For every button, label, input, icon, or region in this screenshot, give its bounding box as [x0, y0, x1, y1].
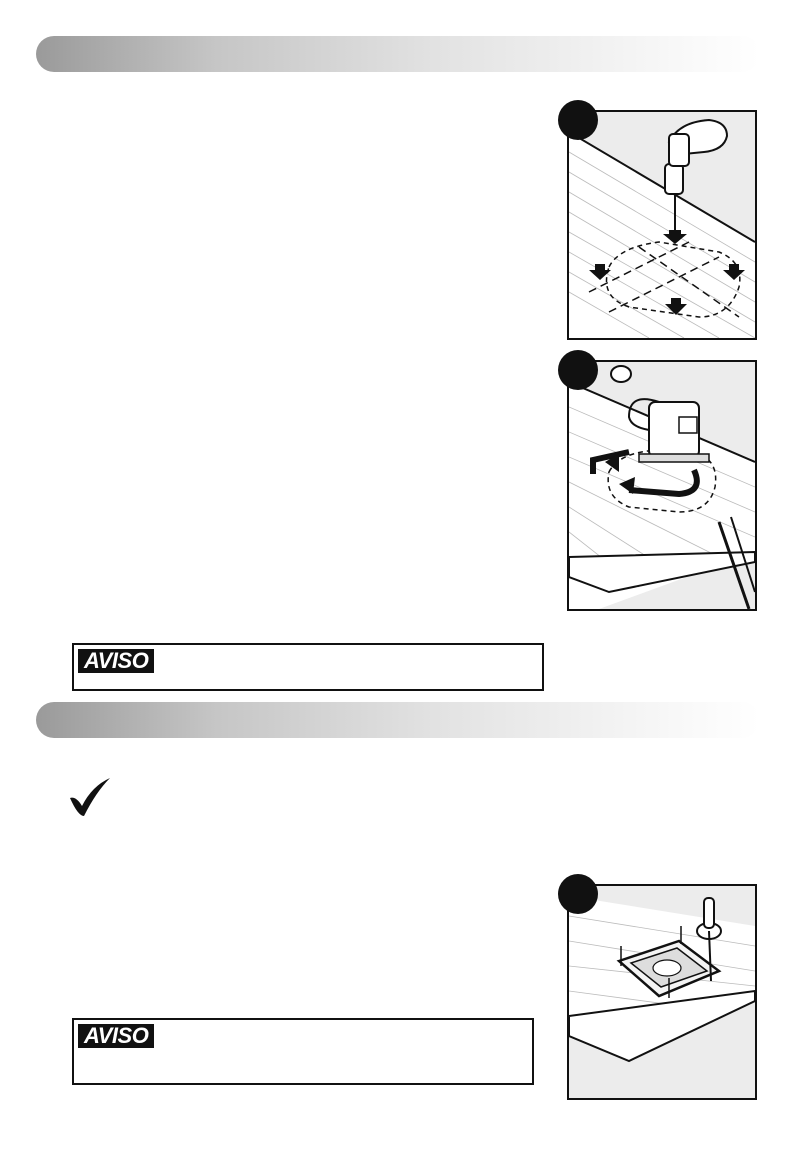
notice-box-1: [72, 643, 544, 691]
notice-label-1: AVISO: [78, 649, 154, 673]
jigsaw-cutout-figure: [567, 360, 757, 611]
section-header-band-1: [36, 36, 760, 72]
step-badge-1: [558, 100, 598, 140]
section-header-band-2: [36, 702, 760, 738]
step-badge-2: [558, 350, 598, 390]
mount-speaker-figure: [567, 884, 757, 1100]
notice-box-2: [72, 1018, 534, 1085]
step-badge-3: [558, 874, 598, 914]
notice-label-2: AVISO: [78, 1024, 154, 1048]
drill-holes-figure: [567, 110, 757, 340]
checkmark-icon: [66, 776, 112, 818]
